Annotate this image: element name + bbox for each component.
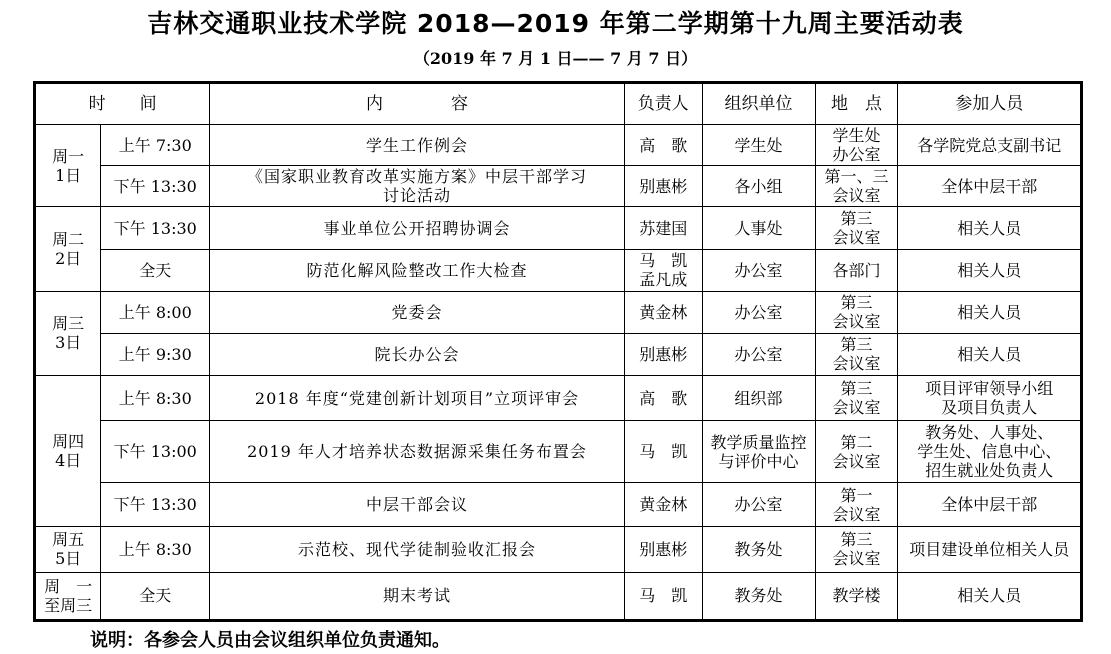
owner-cell: 高 歌 xyxy=(624,376,702,421)
org-cell: 办公室 xyxy=(702,249,815,291)
location-cell: 第三 会议室 xyxy=(815,376,898,421)
location-cell: 第三 会议室 xyxy=(815,207,898,249)
participants-cell: 相关人员 xyxy=(898,572,1082,620)
table-row xyxy=(35,376,1082,421)
location-cell: 第三 会议室 xyxy=(815,526,898,572)
org-cell: 教学质量监控 与评价中心 xyxy=(702,421,815,483)
table-row xyxy=(35,333,1082,375)
time-cell: 全天 xyxy=(101,249,210,291)
location-cell: 第一 会议室 xyxy=(815,483,898,526)
header-location: 地 点 xyxy=(815,83,898,125)
table-row xyxy=(35,166,1082,207)
table-header-row xyxy=(35,83,1082,125)
day-label: 周一 1日 xyxy=(35,125,101,207)
table-row xyxy=(35,291,1082,333)
content-cell: 期末考试 xyxy=(210,572,625,620)
time-cell: 上午 8:30 xyxy=(101,526,210,572)
time-cell: 下午 13:00 xyxy=(101,421,210,483)
content-cell: 学生工作例会 xyxy=(210,125,625,166)
day-label: 周二 2日 xyxy=(35,207,101,291)
header-time: 时 间 xyxy=(35,83,210,125)
owner-cell: 黄金林 xyxy=(624,291,702,333)
content-cell: 示范校、现代学徒制验收汇报会 xyxy=(210,526,625,572)
time-cell: 全天 xyxy=(101,572,210,620)
org-cell: 办公室 xyxy=(702,291,815,333)
owner-cell: 马 凯 xyxy=(624,572,702,620)
participants-cell: 项目评审领导小组 及项目负责人 xyxy=(898,376,1082,421)
day-label: 周 一 至周三 xyxy=(35,572,101,620)
org-cell: 办公室 xyxy=(702,483,815,526)
org-cell: 各小组 xyxy=(702,166,815,207)
time-cell: 下午 13:30 xyxy=(101,166,210,207)
owner-cell: 别惠彬 xyxy=(624,526,702,572)
table-row xyxy=(35,249,1082,291)
location-cell: 第一、三 会议室 xyxy=(815,166,898,207)
participants-cell: 相关人员 xyxy=(898,291,1082,333)
location-cell: 教学楼 xyxy=(815,572,898,620)
time-cell: 上午 9:30 xyxy=(101,333,210,375)
time-cell: 上午 7:30 xyxy=(101,125,210,166)
content-cell: 中层干部会议 xyxy=(210,483,625,526)
participants-cell: 相关人员 xyxy=(898,333,1082,375)
header-content: 内 容 xyxy=(210,83,625,125)
time-cell: 上午 8:00 xyxy=(101,291,210,333)
location-cell: 第三 会议室 xyxy=(815,333,898,375)
footnote: 说明：各参会人员由会议组织单位负责通知。 xyxy=(90,630,450,651)
time-cell: 下午 13:30 xyxy=(101,207,210,249)
participants-cell: 各学院党总支副书记 xyxy=(898,125,1082,166)
table-row xyxy=(35,526,1082,572)
participants-cell: 项目建设单位相关人员 xyxy=(898,526,1082,572)
content-cell: 2019 年人才培养状态数据源采集任务布置会 xyxy=(210,421,625,483)
table-row xyxy=(35,207,1082,249)
day-label: 周三 3日 xyxy=(35,291,101,375)
owner-cell: 苏建国 xyxy=(624,207,702,249)
org-cell: 办公室 xyxy=(702,333,815,375)
day-label: 周五 5日 xyxy=(35,526,101,572)
header-org: 组织单位 xyxy=(702,83,815,125)
owner-cell: 别惠彬 xyxy=(624,166,702,207)
participants-cell: 全体中层干部 xyxy=(898,483,1082,526)
content-cell: 防范化解风险整改工作大检查 xyxy=(210,249,625,291)
content-cell: 事业单位公开招聘协调会 xyxy=(210,207,625,249)
owner-cell: 黄金林 xyxy=(624,483,702,526)
page-title: 吉林交通职业技术学院 2018—2019 年第二学期第十九周主要活动表 xyxy=(147,9,964,38)
org-cell: 学生处 xyxy=(702,125,815,166)
owner-cell: 马 凯 孟凡成 xyxy=(624,249,702,291)
table-row xyxy=(35,421,1082,483)
location-cell: 学生处 办公室 xyxy=(815,125,898,166)
owner-cell: 别惠彬 xyxy=(624,333,702,375)
time-cell: 下午 13:30 xyxy=(101,483,210,526)
owner-cell: 高 歌 xyxy=(624,125,702,166)
content-cell: 党委会 xyxy=(210,291,625,333)
participants-cell: 全体中层干部 xyxy=(898,166,1082,207)
participants-cell: 教务处、人事处、 学生处、信息中心、 招生就业处负责人 xyxy=(898,421,1082,483)
content-cell: 院长办公会 xyxy=(210,333,625,375)
table-row xyxy=(35,572,1082,620)
org-cell: 人事处 xyxy=(702,207,815,249)
location-cell: 第三 会议室 xyxy=(815,291,898,333)
day-label: 周四 4日 xyxy=(35,376,101,527)
location-cell: 第二 会议室 xyxy=(815,421,898,483)
org-cell: 教务处 xyxy=(702,572,815,620)
table-row xyxy=(35,125,1082,166)
org-cell: 教务处 xyxy=(702,526,815,572)
time-cell: 上午 8:30 xyxy=(101,376,210,421)
content-cell: 《国家职业教育改革实施方案》中层干部学习 讨论活动 xyxy=(210,166,625,207)
org-cell: 组织部 xyxy=(702,376,815,421)
content-cell: 2018 年度“党建创新计划项目”立项评审会 xyxy=(210,376,625,421)
header-participants: 参加人员 xyxy=(898,83,1082,125)
participants-cell: 相关人员 xyxy=(898,207,1082,249)
header-owner: 负责人 xyxy=(624,83,702,125)
participants-cell: 相关人员 xyxy=(898,249,1082,291)
location-cell: 各部门 xyxy=(815,249,898,291)
table-row xyxy=(35,483,1082,526)
date-range-subtitle: （2019 年 7 月 1 日—— 7 月 7 日） xyxy=(413,49,698,68)
owner-cell: 马 凯 xyxy=(624,421,702,483)
schedule-table xyxy=(33,81,1083,622)
